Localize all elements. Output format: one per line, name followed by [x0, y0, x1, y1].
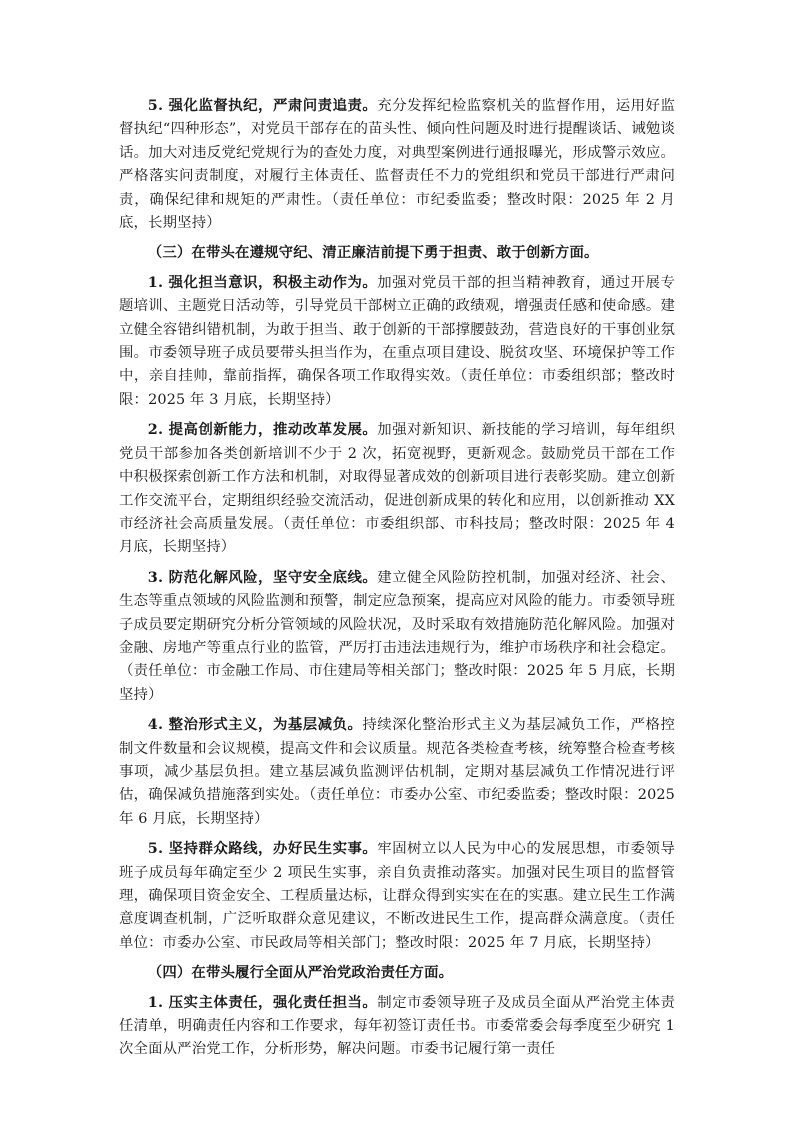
paragraph-main-responsibility	[119, 991, 675, 1062]
section-heading-4: （四）在带头履行全面从严治党政治责任方面。	[147, 964, 454, 982]
paragraph-livelihood	[119, 837, 675, 955]
paragraph-body: 制定市委领导班子及成员全面从严治党主体责任清单，明确责任内容和工作要求，每年初签订责任书。市委常委会每季度至少研究 1 次全面从严治党工作，分析形势，解决问题。市委书记履行第一责任	[119, 994, 675, 1058]
section-heading-3: （三）在带头在遵规守纪、清正廉洁前提下勇于担责、敢于创新方面。	[147, 244, 599, 262]
document-page	[119, 94, 675, 1068]
paragraph-lead: 2. 提高创新能力，推动改革发展。	[147, 421, 378, 439]
paragraph-lead: 1. 强化担当意识，积极主动作为。	[147, 273, 378, 291]
paragraph-risk	[119, 566, 675, 707]
paragraph-lead: 1. 压实主体责任，强化责任担当。	[147, 993, 378, 1011]
paragraph-body: 牢固树立以人民为中心的发展思想，市委领导班子成员每年确定至少 2 项民生实事，亲自负责推动落实。加强对民生项目的监督管理，确保项目资金安全、工程质量达标，让群众得到实实在在的实惠。建立民生工作满意度调查机制，广泛听取群众意见建议，不断改进民生工作，提高群众满意度。（责任单位：市委办公室、市民政局等相关部门；整改时限：2025 年 7 月底，长期坚持）	[119, 841, 675, 951]
paragraph-responsibility	[119, 271, 675, 412]
paragraph-body: 充分发挥纪检监察机关的监督作用，运用好监督执纪“四种形态”，对党员干部存在的苗头性、倾向性问题及时进行提醒谈话、诫勉谈话。加大对违反党纪党规行为的查处力度，对典型案例进行通报曝光，形成警示效应。严格落实问责制度，对履行主体责任、监督责任不力的党组织和党员干部进行严肃问责，确保纪律和规矩的严肃性。（责任单位：市纪委监委；整改时限：2025 年 2 月底，长期坚持）	[119, 98, 675, 232]
paragraph-body: 建立健全风险防控机制，加强对经济、社会、生态等重点领域的风险监测和预警，制定应急预案，提高应对风险的能力。市委领导班子成员要定期研究分析分管领域的风险状况，及时采取有效措施防范化解风险。加强对金融、房地产等重点行业的监管，严厉打击违法违规行为，维护市场秩序和社会稳定。（责任单位：市金融工作局、市住建局等相关部门；整改时限：2025 年 5 月底，长期坚持）	[119, 569, 675, 703]
paragraph-body: 持续深化整治形式主义为基层减负工作，严格控制文件数量和会议规模，提高文件和会议质量。规范各类检查考核，统筹整合检查考核事项，减少基层负担。建立基层减负监测评估机制，定期对基层减负工作情况进行评估，确保减负措施落到实处。（责任单位：市委办公室、市纪委监委；整改时限：2025 年 6 月底，长期坚持）	[119, 717, 675, 827]
paragraph-lead: 3. 防范化解风险，坚守安全底线。	[147, 568, 378, 586]
paragraph-innovation	[119, 418, 675, 559]
paragraph-lead: 5. 坚持群众路线，办好民生实事。	[147, 840, 378, 858]
paragraph-lead: 5. 强化监督执纪，严肃问责追责。	[147, 97, 378, 114]
paragraph-formalism	[119, 713, 675, 831]
paragraph-body: 加强对党员干部的担当精神教育，通过开展专题培训、主题党日活动等，引导党员干部树立正确的政绩观，增强责任感和使命感。建立健全容错纠错机制，为敢于担当、敢于创新的干部撑腰鼓劲，营造良好的干事创业氛围。市委领导班子成员要带头担当作为，在重点项目建设、脱贫攻坚、环境保护等工作中，亲自挂帅，靠前指挥，确保各项工作取得实效。（责任单位：市委组织部；整改时限：2025 年 3 月底，长期坚持）	[119, 274, 675, 408]
paragraph-lead: 4. 整治形式主义，为基层减负。	[147, 716, 363, 734]
paragraph-supervision	[119, 94, 675, 235]
paragraph-body: 加强对新知识、新技能的学习培训，每年组织党员干部参加各类创新培训不少于 2 次，拓宽视野，更新观念。鼓励党员干部在工作中积极探索创新工作方法和机制，对取得显著成效的创新项目进行表彰奖励。建立创新工作交流平台，定期组织经验交流活动，促进创新成果的转化和应用，以创新推动 XX 市经济社会高质量发展。（责任单位：市委组织部、市科技局；整改时限：2025 年 4 月底，长期坚持）	[119, 422, 675, 556]
